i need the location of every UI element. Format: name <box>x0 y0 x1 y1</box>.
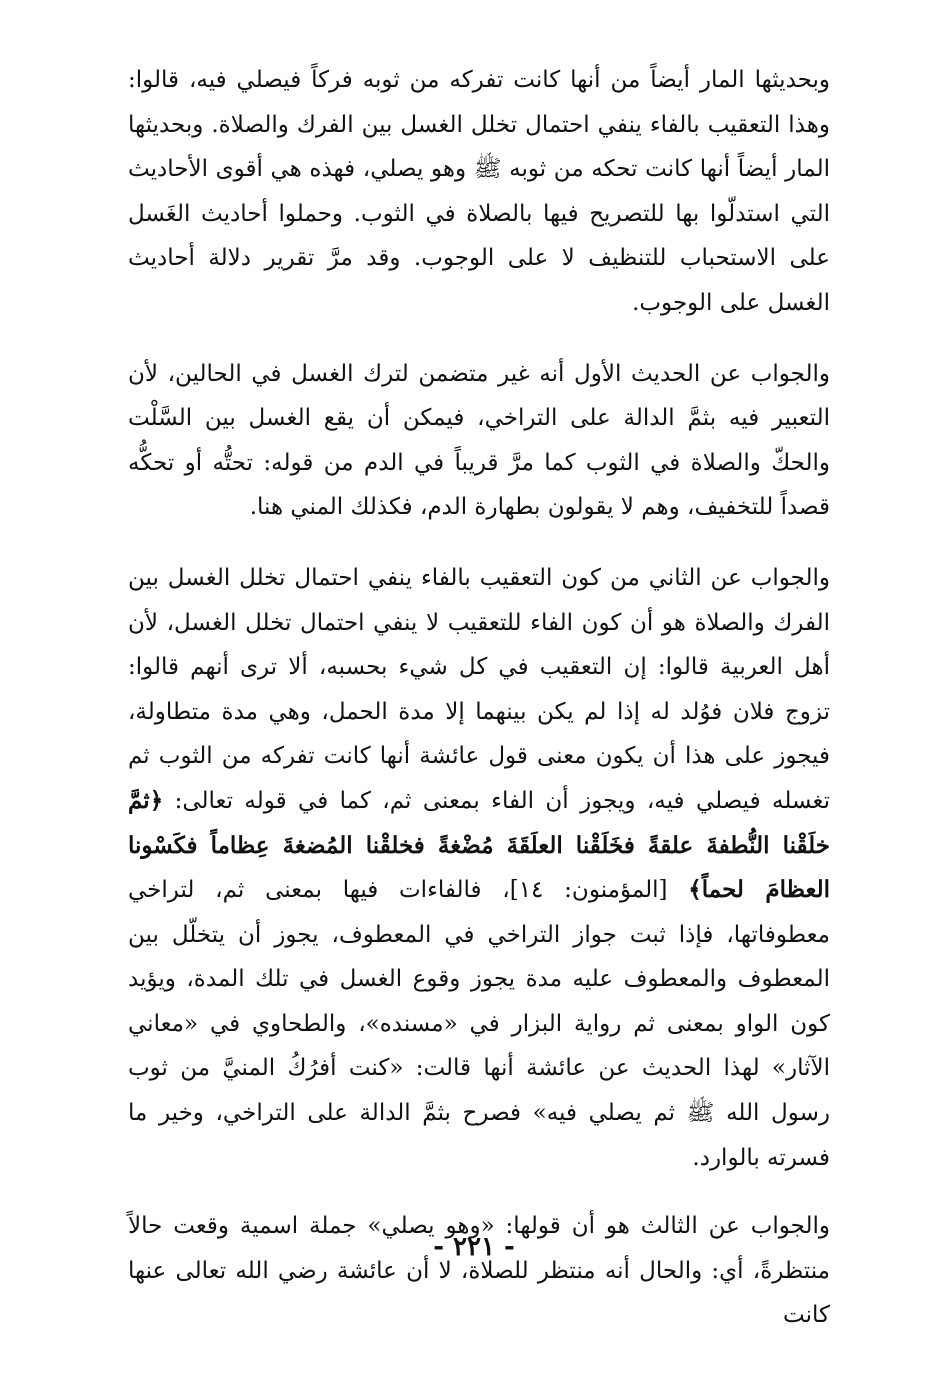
paragraph-2: والجواب عن الحديث الأول أنه غير متضمن لترك الغسل في الحالين، لأن التعبير فيه بثمَّ الدالة على التراخي، فيمكن أن يقع الغسل بين السَّلْت والحكّ والصلاة في الثوب كما مرَّ قريباً في الدم من قوله: تحتُّه أو تحكُّه قصداً للتخفيف، وهم لا يقولون بطهارة الدم، فكذلك المني هنا. <box>128 360 830 521</box>
paragraph-3 <box>128 556 830 1180</box>
paragraph-3-after: [المؤمنون: ١٤]، فالفاءات فيها بمعنى ثم، لتراخي معطوفاتها، فإذا ثبت جواز التراخي في المعطوف، يجوز أن يتخلّل بين المعطوف والمعطوف عليه مدة يجوز وقوع الغسل في تلك المدة، ويؤيد كون الواو بمعنى ثم رواية البزار في «مسنده»، والطحاوي في «معاني الآثار» لهذا الحديث عن عائشة أنها قالت: «كنت أفرُكُ المنيَّ من ثوب رسول الله ﷺ ثم يصلي فيه» فصرح بثمَّ الدالة على التراخي، وخير ما فسرته بالوارد. <box>128 877 830 1171</box>
quran-verse: ﴿ثمَّ خلَقْنا النُّطفةَ علقةً فخَلَقْنا العلَقَةَ مُضْغةً فخلقْنا المُضغةَ عِظاماً فكَسْونا العظامَ لحماً﴾ <box>128 786 830 904</box>
paragraph-3-before: والجواب عن الثاني من كون التعقيب بالفاء ينفي احتمال تخلل الغسل بين الفرك والصلاة هو أن كون الفاء للتعقيب لا ينفي احتمال تخلل الغسل، لأن أهل العربية قالوا: إن التعقيب في كل شيء بحسبه، ألا ترى أنهم قالوا: تزوج فلان فوُلد له إذا لم يكن بينهما إلا مدة الحمل، وهي مدة متطاولة، فيجوز على هذا أن يكون معنى قول عائشة أنها كانت تفركه من الثوب ثم تغسله فيصلي فيه، ويجوز أن الفاء بمعنى ثم، كما في قوله تعالى: <box>128 564 830 814</box>
paragraph-4: والجواب عن الثالث هو أن قولها: «وهو يصلي» جملة اسمية وقعت حالاً منتظرةً، أي: والحال أنه منتظر للصلاة، لا أن عائشة رضي الله تعالى عنها كانت <box>128 1213 830 1329</box>
page-number: - ٢٢١ - <box>433 1232 515 1262</box>
paragraph-1: وبحديثها المار أيضاً من أنها كانت تفركه من ثوبه فركاً فيصلي فيه، قالوا: وهذا التعقيب بالفاء ينفي احتمال تخلل الغسل بين الفرك والصلاة. وبحديثها المار أيضاً أنها كانت تحكه من ثوبه ﷺ وهو يصلي، فهذه هي أقوى الأحاديث التي استدلّوا بها للتصريح فيها بالصلاة في الثوب. وحملوا أحاديث الغَسل على الاستحباب للتنظيف لا على الوجوب. وقد مرَّ تقرير دلالة أحاديث الغسل على الوجوب. <box>128 67 830 316</box>
